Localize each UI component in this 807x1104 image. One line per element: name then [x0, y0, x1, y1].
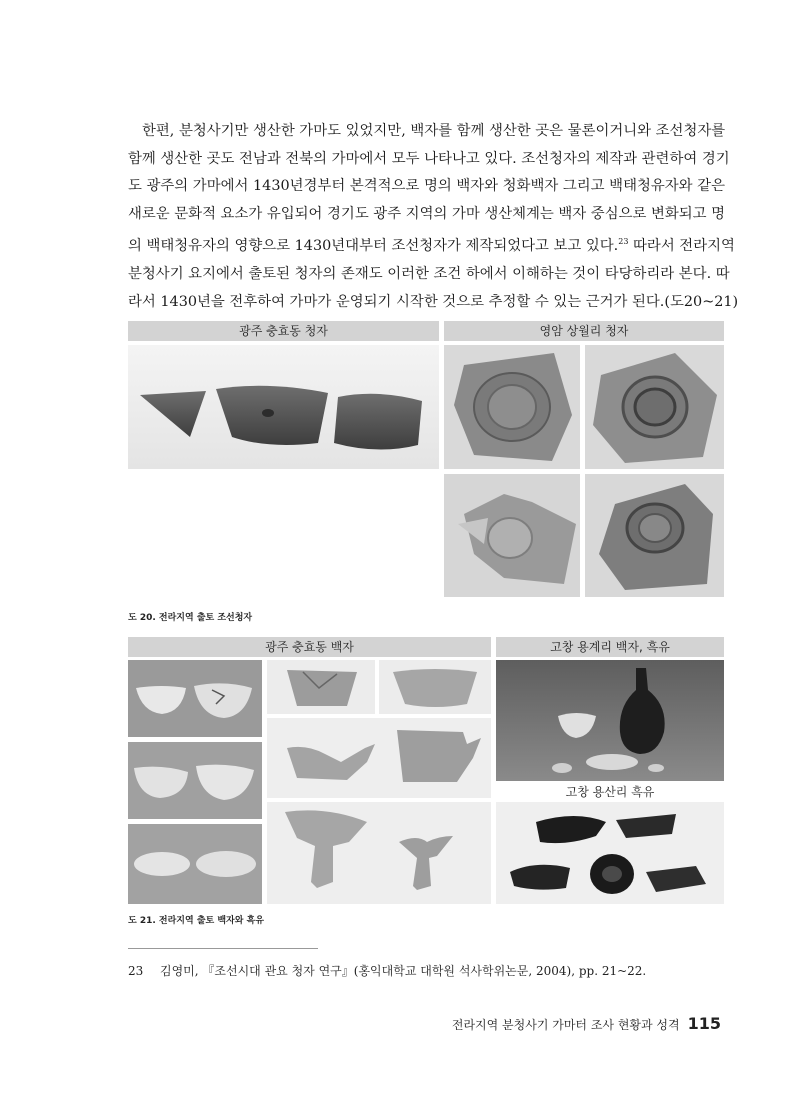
paragraph-line-with-footnote: 의 백태청유자의 영향으로 1430년대부터 조선청자가 제작되었다고 보고 있다.$^{23}$ 따라서 전라지역: [128, 237, 735, 255]
paragraph-line: 함께 생산한 곳도 전남과 전북의 가마에서 모두 나타나고 있다. 조선청자의 제작과 관련하여 경기: [128, 150, 730, 167]
photo-celadon-dish-yeongam-2: [585, 345, 724, 469]
photo-white-porcelain-dishes: [128, 824, 262, 904]
paragraph-line: 한편, 분청사기만 생산한 가마도 있었지만, 백자를 함께 생산한 곳은 물론이거니와 조선청자를: [142, 123, 726, 139]
photo-white-porcelain-shard-a: [267, 660, 375, 714]
photo-celadon-fragment-yeongam-4: [585, 474, 724, 597]
fig21-caption: 도 21. 전라지역 출토 백자와 흑유: [128, 916, 264, 926]
photo-white-porcelain-bowls-2: [128, 742, 262, 819]
paragraph-line: 새로운 문화적 요소가 유입되어 경기도 광주 지역의 가마 생산체계는 백자 중심으로 변화되고 명: [128, 205, 726, 222]
photo-white-porcelain-cups: [267, 718, 491, 798]
body-paragraph: [128, 118, 739, 316]
page-footer: [452, 1014, 721, 1033]
page-number: 115: [687, 1014, 721, 1033]
footnote-reference: 23: [618, 237, 629, 247]
fig20-header-right: 영암 상월리 청자: [444, 321, 724, 341]
paragraph-line: 라서 1430년을 전후하여 가마가 운영되기 시작한 것으로 추정할 수 있는 근거가 된다.(도20~21): [128, 293, 739, 310]
photo-gochang-black-glaze-shards: [496, 802, 724, 904]
paragraph-line: 분청사기 요지에서 출토된 청자의 존재도 이러한 조건 하에서 이해하는 것이 타당하리라 본다. 따: [128, 265, 730, 282]
fig21-header-right: 고창 용계리 백자, 흑유: [496, 637, 724, 657]
photo-white-porcelain-shard-b: [379, 660, 491, 714]
fig20-header-left: 광주 충효동 청자: [128, 321, 439, 341]
photo-celadon-dish-yeongam-1: [444, 345, 580, 469]
running-title: 전라지역 분청사기 가마터 조사 현황과 성격: [451, 1018, 680, 1032]
photo-white-porcelain-stem-cups: [267, 802, 491, 904]
fig20-caption: 도 20. 전라지역 출토 조선청자: [128, 613, 253, 623]
footnote-text: 김영미, 『조선시대 관요 청자 연구』(홍익대학교 대학원 석사학위논문, 2004), pp. 21~22.: [160, 964, 647, 978]
photo-white-porcelain-bowls-1: [128, 660, 262, 737]
footnote-number: 23: [128, 964, 144, 978]
fig21-header-right2: 고창 용산리 흑유: [496, 783, 724, 801]
photo-gochang-porcelain-black-glaze: [496, 660, 724, 781]
fig21-header-left: 광주 충효동 백자: [128, 637, 491, 657]
footnote-divider: [128, 948, 318, 949]
photo-celadon-shards-gwangju: [128, 345, 439, 469]
footnote: [128, 962, 646, 979]
photo-celadon-fragment-yeongam-3: [444, 474, 580, 597]
paragraph-line: 도 광주의 가마에서 1430년경부터 본격적으로 명의 백자와 청화백자 그리고 백태청유자와 같은: [128, 178, 725, 195]
